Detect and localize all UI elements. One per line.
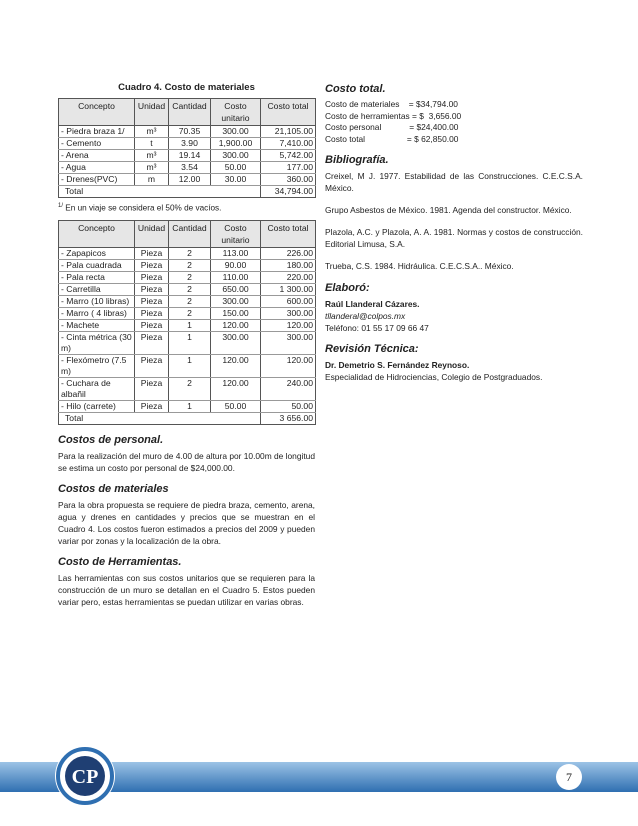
cell-cantidad: 2 bbox=[169, 283, 211, 295]
table2-header-costo-total: Costo total bbox=[261, 220, 316, 247]
elaboro-title: Elaboró: bbox=[325, 282, 370, 295]
table1-header-costo-total: Costo total bbox=[261, 99, 316, 126]
cell-costo-unitario: 30.00 bbox=[211, 174, 261, 186]
cell-concepto: - Marro (10 libras) bbox=[59, 295, 135, 307]
cost-line-materiales: Costo de materiales = $34,794.00 bbox=[325, 99, 458, 109]
table-row bbox=[59, 259, 316, 271]
table-row bbox=[59, 354, 316, 377]
cell-concepto: - Agua bbox=[59, 162, 135, 174]
page-number: 7 bbox=[556, 764, 582, 790]
author-name: Raúl Llanderal Cázares. bbox=[325, 299, 420, 310]
table1-header-costo-unitario: Costo unitario bbox=[211, 99, 261, 126]
institution-logo bbox=[54, 745, 116, 807]
cell-costo-unitario: 110.00 bbox=[211, 271, 261, 283]
cost-line-herramientas: Costo de herramientas = $ 3,656.00 bbox=[325, 110, 462, 121]
author-phone: Teléfono: 01 55 17 09 66 47 bbox=[325, 323, 429, 334]
right-column bbox=[325, 80, 583, 383]
cell-cantidad: 2 bbox=[169, 271, 211, 283]
table2-header-concepto: Concepto bbox=[59, 220, 135, 247]
cell-unidad: m³ bbox=[135, 162, 169, 174]
cell-cantidad: 1 bbox=[169, 400, 211, 412]
section-text: Para la obra propuesta se requiere de piedra braza, cemento, arena, agua y drenes en cantidades y precios que se muestran en el Cuadro 4. Los costos fueron estimados a precios del 2009 y pueden variar por zonas y la localización de la obra. bbox=[58, 499, 315, 546]
cell-costo-total: 177.00 bbox=[261, 162, 316, 174]
cell-concepto: - Pala cuadrada bbox=[59, 259, 135, 271]
section-title: Costos de personal. bbox=[58, 433, 164, 446]
table-row bbox=[59, 150, 316, 162]
table-row bbox=[59, 307, 316, 319]
cell-costo-total: 220.00 bbox=[261, 271, 316, 283]
table1-header-row bbox=[59, 99, 316, 126]
table-total-row bbox=[59, 412, 316, 424]
table-total-row bbox=[59, 186, 316, 198]
table2-header-row bbox=[59, 220, 316, 247]
cell-concepto: - Zapapicos bbox=[59, 247, 135, 259]
cell-cantidad: 2 bbox=[169, 307, 211, 319]
reviewer-name: Dr. Demetrio S. Fernández Reynoso. bbox=[325, 360, 470, 371]
cell-cantidad: 2 bbox=[169, 295, 211, 307]
total-label: Total bbox=[59, 186, 261, 198]
cell-costo-total: 7,410.00 bbox=[261, 138, 316, 150]
tools-cost-table bbox=[58, 220, 316, 425]
cell-costo-total: 226.00 bbox=[261, 247, 316, 259]
cell-costo-unitario: 1,900.00 bbox=[211, 138, 261, 150]
table1-header-unidad: Unidad bbox=[135, 99, 169, 126]
table2-body bbox=[59, 247, 316, 424]
cell-cantidad: 2 bbox=[169, 259, 211, 271]
bibliography-item: Creixel, M J. 1977. Estabilidad de las Construcciones. C.E.C.S.A. México. bbox=[325, 171, 583, 194]
cell-unidad: Pieza bbox=[135, 247, 169, 259]
cell-cantidad: 1 bbox=[169, 331, 211, 354]
cell-unidad: Pieza bbox=[135, 271, 169, 283]
cell-concepto: - Piedra braza 1/ bbox=[59, 126, 135, 138]
cell-costo-unitario: 120.00 bbox=[211, 354, 261, 377]
section-text: Las herramientas con sus costos unitarios que se requieren para la construcción de un muro se detallan en el Cuadro 5. Estos pueden variar pero, estas herramientas se puedan utilizar en varias obras. bbox=[58, 572, 315, 607]
costo-total-title: Costo total. bbox=[325, 83, 386, 95]
costo-total-block bbox=[325, 99, 583, 145]
table-row bbox=[59, 247, 316, 259]
section-costos-personal bbox=[58, 434, 315, 474]
cell-costo-total: 600.00 bbox=[261, 295, 316, 307]
table-row bbox=[59, 271, 316, 283]
cell-costo-unitario: 113.00 bbox=[211, 247, 261, 259]
cell-unidad: m³ bbox=[135, 126, 169, 138]
bibliography-item: Plazola, A.C. y Plazola, A. A. 1981. Normas y costos de construcción. Editorial Limusa, S.A. bbox=[325, 227, 583, 250]
cell-costo-unitario: 120.00 bbox=[211, 377, 261, 400]
table-row bbox=[59, 295, 316, 307]
cell-cantidad: 1 bbox=[169, 319, 211, 331]
table-row bbox=[59, 162, 316, 174]
section-costo-herramientas bbox=[58, 556, 315, 608]
cell-unidad: Pieza bbox=[135, 283, 169, 295]
cell-concepto: - Hilo (carrete) bbox=[59, 400, 135, 412]
cell-cantidad: 12.00 bbox=[169, 174, 211, 186]
footnote-text: En un viaje se considera el 50% de vacíos. bbox=[65, 203, 222, 213]
cell-costo-unitario: 300.00 bbox=[211, 331, 261, 354]
materials-cost-table bbox=[58, 98, 316, 198]
cell-concepto: - Machete bbox=[59, 319, 135, 331]
reviewer-affiliation: Especialidad de Hidrociencias, Colegio de Postgraduados. bbox=[325, 372, 543, 383]
table-row bbox=[59, 174, 316, 186]
cell-concepto: - Drenes(PVC) bbox=[59, 174, 135, 186]
cell-concepto: - Pala recta bbox=[59, 271, 135, 283]
cell-cantidad: 19.14 bbox=[169, 150, 211, 162]
revision-title: Revisión Técnica: bbox=[325, 343, 419, 356]
cell-costo-total: 120.00 bbox=[261, 354, 316, 377]
table-row bbox=[59, 319, 316, 331]
cell-unidad: Pieza bbox=[135, 307, 169, 319]
table2-header-costo-unitario: Costo unitario bbox=[211, 220, 261, 247]
cell-cantidad: 3.90 bbox=[169, 138, 211, 150]
table2-header-cantidad: Cantidad bbox=[169, 220, 211, 247]
bibliography-item: Grupo Asbestos de México. 1981. Agenda del constructor. México. bbox=[325, 205, 572, 216]
table1-caption: Cuadro 4. Costo de materiales bbox=[118, 82, 255, 93]
cell-unidad: Pieza bbox=[135, 377, 169, 400]
cell-costo-unitario: 300.00 bbox=[211, 150, 261, 162]
table-row bbox=[59, 126, 316, 138]
cell-unidad: Pieza bbox=[135, 354, 169, 377]
cell-concepto: - Flexómetro (7.5 m) bbox=[59, 354, 135, 377]
table-row bbox=[59, 283, 316, 295]
cell-costo-unitario: 650.00 bbox=[211, 283, 261, 295]
cell-unidad: Pieza bbox=[135, 295, 169, 307]
table-row bbox=[59, 331, 316, 354]
cell-costo-total: 120.00 bbox=[261, 319, 316, 331]
section-costos-materiales bbox=[58, 483, 315, 547]
total-value: 3 656.00 bbox=[261, 412, 316, 424]
author-email[interactable]: tllanderal@colpos.mx bbox=[325, 311, 406, 322]
cell-unidad: Pieza bbox=[135, 259, 169, 271]
cell-cantidad: 2 bbox=[169, 377, 211, 400]
cell-costo-unitario: 300.00 bbox=[211, 295, 261, 307]
total-value: 34,794.00 bbox=[261, 186, 316, 198]
cell-unidad: Pieza bbox=[135, 400, 169, 412]
section-text: Para la realización del muro de 4.00 de altura por 10.00m de longitud se estima un costo por personal de $24,000.00. bbox=[58, 450, 315, 473]
cell-unidad: Pieza bbox=[135, 319, 169, 331]
cell-costo-total: 360.00 bbox=[261, 174, 316, 186]
cell-costo-total: 1 300.00 bbox=[261, 283, 316, 295]
table-row bbox=[59, 400, 316, 412]
cell-concepto: - Carretilla bbox=[59, 283, 135, 295]
cell-costo-unitario: 50.00 bbox=[211, 400, 261, 412]
table1-header-concepto: Concepto bbox=[59, 99, 135, 126]
cell-costo-unitario: 300.00 bbox=[211, 126, 261, 138]
table2-header-unidad: Unidad bbox=[135, 220, 169, 247]
footnote-mark: 1/ bbox=[58, 203, 64, 209]
cell-concepto: - Marro ( 4 libras) bbox=[59, 307, 135, 319]
cell-costo-total: 300.00 bbox=[261, 307, 316, 319]
table1-header-cantidad: Cantidad bbox=[169, 99, 211, 126]
cell-concepto: - Cinta métrica (30 m) bbox=[59, 331, 135, 354]
bibliography-item: Trueba, C.S. 1984. Hidráulica. C.E.C.S.A.. México. bbox=[325, 261, 514, 272]
cell-unidad: Pieza bbox=[135, 331, 169, 354]
cell-concepto: - Cemento bbox=[59, 138, 135, 150]
cell-costo-total: 300.00 bbox=[261, 331, 316, 354]
section-title: Costo de Herramientas. bbox=[58, 555, 182, 568]
table-row bbox=[59, 138, 316, 150]
left-column bbox=[58, 80, 315, 608]
cell-unidad: t bbox=[135, 138, 169, 150]
bibliografia-title: Bibliografía. bbox=[325, 154, 389, 167]
cell-cantidad: 70.35 bbox=[169, 126, 211, 138]
total-label: Total bbox=[59, 412, 261, 424]
cell-concepto: - Cuchara de albañil bbox=[59, 377, 135, 400]
logo-text: CP bbox=[71, 766, 99, 788]
cost-line-personal: Costo personal = $24,400.00 bbox=[325, 122, 459, 133]
cell-concepto: - Arena bbox=[59, 150, 135, 162]
cell-costo-unitario: 50.00 bbox=[211, 162, 261, 174]
cell-costo-total: 21,105.00 bbox=[261, 126, 316, 138]
section-title: Costos de materiales bbox=[58, 482, 169, 495]
table-row bbox=[59, 377, 316, 400]
cost-line-total: Costo total = $ 62,850.00 bbox=[325, 133, 459, 144]
cell-cantidad: 2 bbox=[169, 247, 211, 259]
cell-costo-total: 5,742.00 bbox=[261, 150, 316, 162]
cell-costo-total: 50.00 bbox=[261, 400, 316, 412]
cell-unidad: m³ bbox=[135, 150, 169, 162]
cell-costo-total: 240.00 bbox=[261, 377, 316, 400]
cell-costo-unitario: 90.00 bbox=[211, 259, 261, 271]
cell-costo-total: 180.00 bbox=[261, 259, 316, 271]
table1-body bbox=[59, 126, 316, 198]
cell-cantidad: 3.54 bbox=[169, 162, 211, 174]
cell-cantidad: 1 bbox=[169, 354, 211, 377]
cell-costo-unitario: 150.00 bbox=[211, 307, 261, 319]
cell-unidad: m bbox=[135, 174, 169, 186]
table1-footnote bbox=[58, 203, 315, 213]
cell-costo-unitario: 120.00 bbox=[211, 319, 261, 331]
